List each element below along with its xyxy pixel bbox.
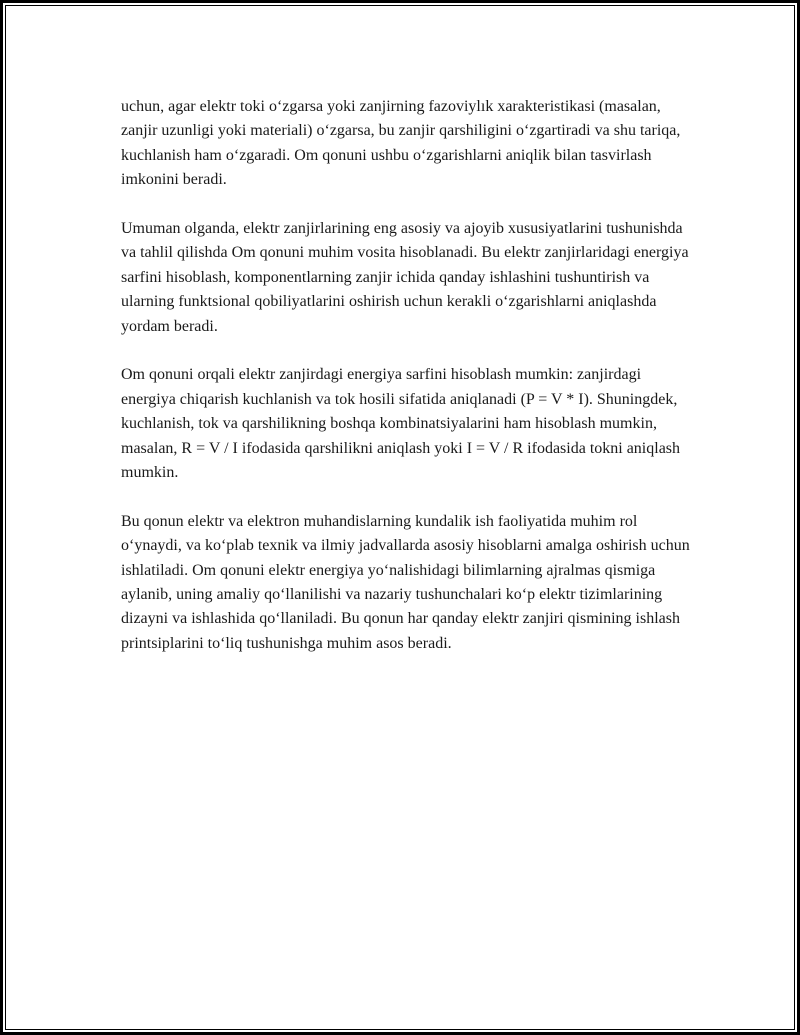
paragraph-2: Umuman olganda, elektr zanjirlarining eng asosiy va ajoyib xususiyatlarini tushunishda va tahlil qilishda Om qonuni muhim vosita hisoblanadi. Bu elektr zanjirlaridagi energiya sarfini hisoblash, komponentlarning zanjir ichida qanday ishlashini tushuntirish va ularning funktsional qobiliyatlarini oshirish uchun kerakli o‘zgarishlarni aniqlashda yordam beradi.: [121, 220, 689, 335]
paragraph-1: uchun, agar elektr toki o‘zgarsa yoki zanjirning fazoviylık xarakteristikasi (masalan, zanjir uzunligi yoki materiali) o‘zgarsa, bu zanjir qarshiligini o‘zgartiradi va shu tariqa, kuchlanish ham o‘zgaradi. Om qonuni ushbu o‘zgarishlarni aniqlik bilan tasvirlash imkonini beradi.: [121, 98, 681, 189]
document-body: [121, 95, 693, 681]
paragraph-4: Bu qonun elektr va elektron muhandislarning kundalik ish faoliyatida muhim rol o‘ynaydi, va ko‘plab texnik va ilmiy jadvallarda asosiy hisoblarni amalga oshirish uchun ishlatiladi. Om qonuni elektr energiya yo‘nalishidagi bilimlarning ajralmas qismiga aylanib, uning amaliy qo‘llanilishi va nazariy tushunchalari ko‘p elektr tizimlarining dizayni va ishlashida qo‘llaniladi. Bu qonun har qanday elektr zanjiri qismining ishlash printsiplarini to‘liq tushunishga muhim asos beradi.: [121, 512, 690, 652]
paragraph-3: Om qonuni orqali elektr zanjirdagi energiya sarfini hisoblash mumkin: zanjirdagi energiya chiqarish kuchlanish va tok hosili sifatida aniqlanadi (P = V * I). Shuningdek, kuchlanish, tok va qarshilikning boshqa kombinatsiyalarini ham hisoblash mumkin, masalan, R = V / I ifodasida qarshilikni aniqlash yoki I = V / R ifodasida tokni aniqlash mumkin.: [121, 366, 681, 482]
